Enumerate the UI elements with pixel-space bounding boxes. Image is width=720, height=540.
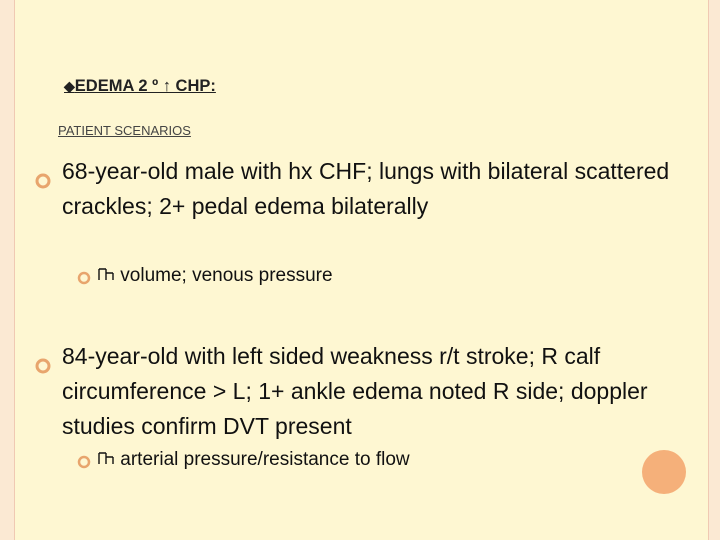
sub-bullet-item-2 [97,449,410,471]
ring-bullet-icon [77,269,91,291]
sub-bullet-text: volume; venous pressure [120,265,333,286]
slide-subtitle: PATIENT SCENARIOS [58,123,191,138]
slide-title [64,77,216,96]
up-arrow-icon [97,449,120,470]
ring-bullet-icon [35,349,51,384]
sub-bullet-item-1 [97,265,333,287]
bullet-text: 84-year-old with left sided weakness r/t stroke; R calf circumference > L; 1+ ankle edema noted R side; doppler studies confirm DVT present [62,343,648,439]
ring-bullet-icon [77,453,91,475]
slide-title-text: EDEMA 2 º ↑ CHP: [74,77,216,95]
up-arrow-icon [97,265,120,286]
content-panel [14,0,709,540]
bullet-text: 68-year-old male with hx CHF; lungs with bilateral scattered crackles; 2+ pedal edema bilaterally [62,158,670,219]
ring-bullet-icon [35,164,51,199]
sub-bullet-text: arterial pressure/resistance to flow [120,449,410,470]
decorative-circle [642,450,686,494]
diamond-icon: ◆ [64,78,75,94]
